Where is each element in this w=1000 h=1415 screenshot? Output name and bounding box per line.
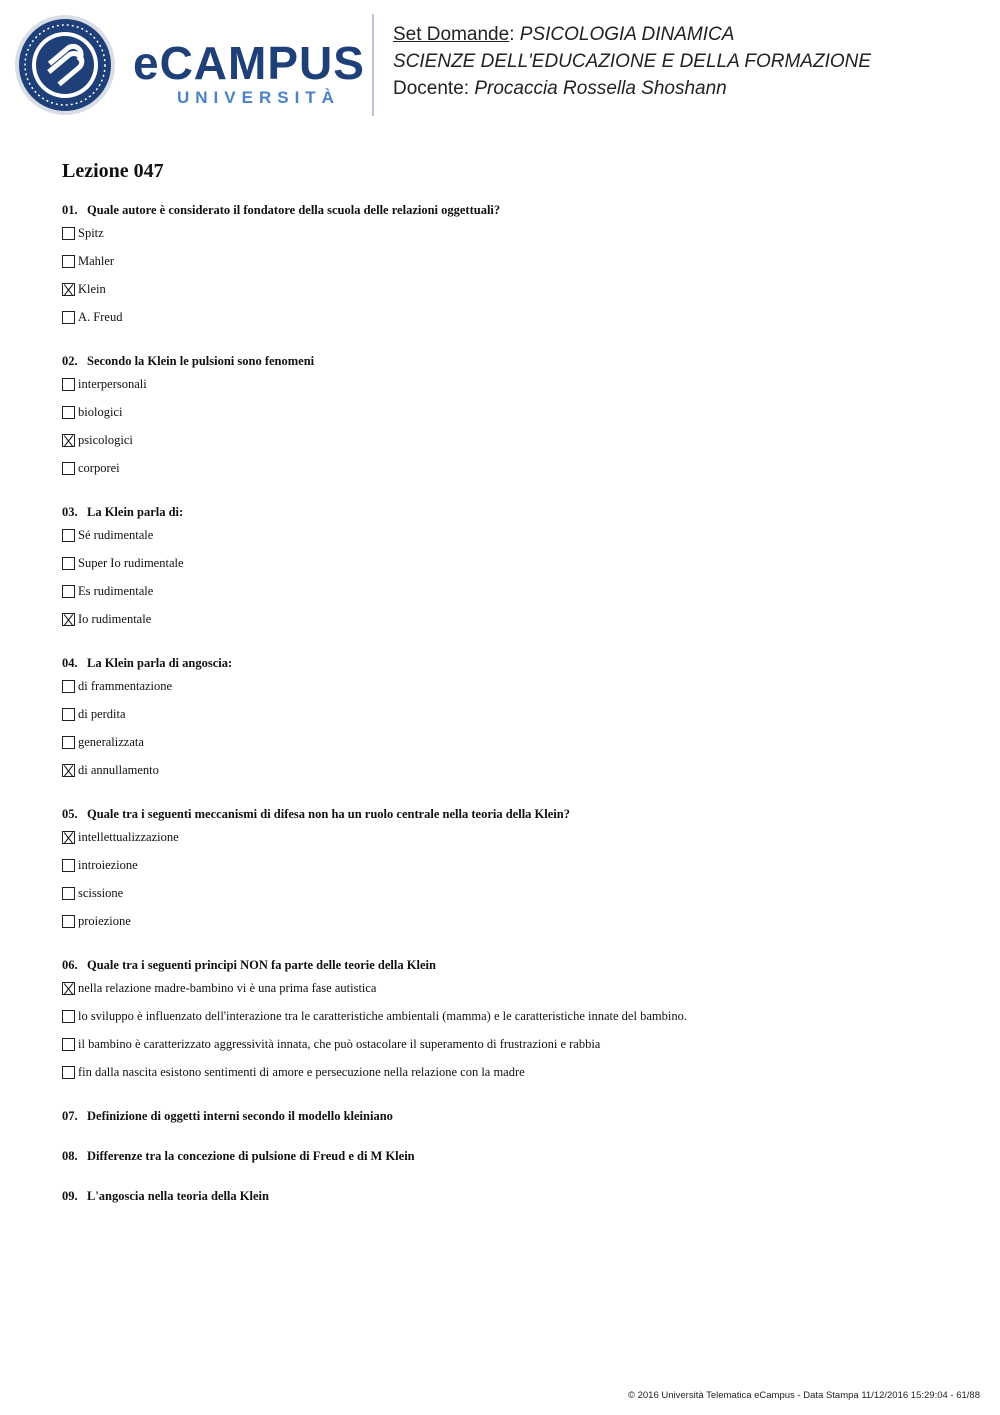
checkbox[interactable] (62, 1010, 75, 1023)
answer-option[interactable] (62, 404, 122, 420)
question-text: La Klein parla di: (87, 505, 184, 519)
checkbox[interactable] (62, 708, 75, 721)
question-2 (62, 354, 314, 369)
option-label: Sé rudimentale (78, 527, 154, 542)
option-label: di annullamento (78, 762, 159, 777)
page-footer: © 2016 Università Telematica eCampus - Data Stampa 11/12/2016 15:29:04 - 61/88 (627, 1390, 980, 1401)
answer-option[interactable] (62, 706, 126, 722)
checkbox[interactable] (62, 859, 75, 872)
question-9 (62, 1189, 269, 1204)
option-label: psicologici (78, 432, 133, 447)
logo-brand-text: eCAMPUS (133, 37, 365, 89)
answer-option[interactable] (62, 432, 133, 448)
option-label: proiezione (78, 913, 131, 928)
checkbox[interactable] (62, 406, 75, 419)
answer-option[interactable] (62, 281, 106, 297)
question-number: 09. (62, 1189, 78, 1203)
teacher-name: Procaccia Rossella Shoshann (474, 78, 727, 99)
checked-checkbox[interactable] (62, 831, 75, 844)
question-number: 05. (62, 807, 78, 821)
checkbox[interactable] (62, 736, 75, 749)
question-text: Quale tra i seguenti principi NON fa parte delle teorie della Klein (87, 958, 436, 972)
question-4 (62, 656, 232, 671)
course-name: PSICOLOGIA DINAMICA (519, 24, 735, 45)
header-teacher-line (393, 78, 727, 100)
checked-checkbox[interactable] (62, 283, 75, 296)
checkbox[interactable] (62, 557, 75, 570)
answer-option[interactable] (62, 555, 184, 571)
question-8 (62, 1149, 415, 1164)
set-label: Set Domande (393, 24, 510, 45)
checked-checkbox[interactable] (62, 613, 75, 626)
question-number: 06. (62, 958, 78, 972)
lesson-title: Lezione 047 (62, 160, 164, 182)
option-label: di frammentazione (78, 678, 173, 693)
faculty-name: SCIENZE DELL'EDUCAZIONE E DELLA FORMAZIONE (393, 51, 872, 72)
question-text: Quale autore è considerato il fondatore della scuola delle relazioni oggettuali? (87, 203, 501, 217)
checkbox[interactable] (62, 255, 75, 268)
option-label: interpersonali (78, 376, 147, 391)
checkbox[interactable] (62, 887, 75, 900)
checkbox[interactable] (62, 311, 75, 324)
document-header (0, 0, 1000, 130)
question-7 (62, 1109, 393, 1124)
question-text: Definizione di oggetti interni secondo il modello kleiniano (87, 1109, 393, 1123)
ecampus-wordmark (133, 38, 363, 110)
option-label: di perdita (78, 706, 126, 721)
checkbox[interactable] (62, 529, 75, 542)
answer-option[interactable] (62, 376, 147, 392)
option-label: generalizzata (78, 734, 144, 749)
question-number: 01. (62, 203, 78, 217)
checked-checkbox[interactable] (62, 764, 75, 777)
question-text: Secondo la Klein le pulsioni sono fenomeni (87, 354, 315, 368)
answer-option[interactable] (62, 980, 376, 996)
option-label: Spitz (78, 225, 104, 240)
header-divider (372, 14, 374, 116)
logo-sub-text: UNIVERSITÀ (177, 88, 340, 107)
checkbox[interactable] (62, 1038, 75, 1051)
answer-option[interactable] (62, 583, 153, 599)
header-course-line (393, 24, 734, 46)
teacher-label: Docente: (393, 78, 470, 99)
question-number: 07. (62, 1109, 78, 1123)
checked-checkbox[interactable] (62, 434, 75, 447)
option-label: nella relazione madre-bambino vi è una prima fase autistica (78, 980, 377, 995)
university-seal-logo (14, 14, 116, 116)
question-text: L'angoscia nella teoria della Klein (87, 1189, 269, 1203)
answer-option[interactable] (62, 829, 179, 845)
answer-option[interactable] (62, 527, 153, 543)
option-label: Io rudimentale (78, 611, 152, 626)
checkbox[interactable] (62, 462, 75, 475)
option-label: intellettualizzazione (78, 829, 179, 844)
option-label: scissione (78, 885, 124, 900)
question-number: 02. (62, 354, 78, 368)
answer-option[interactable] (62, 678, 172, 694)
answer-option[interactable] (62, 1008, 687, 1024)
option-label: Super Io rudimentale (78, 555, 184, 570)
question-6 (62, 958, 436, 973)
checked-checkbox[interactable] (62, 982, 75, 995)
answer-option[interactable] (62, 762, 159, 778)
question-3 (62, 505, 183, 520)
checkbox[interactable] (62, 227, 75, 240)
option-label: corporei (78, 460, 120, 475)
option-label: fin dalla nascita esistono sentimenti di amore e persecuzione nella relazione con la madre (78, 1064, 525, 1079)
answer-option[interactable] (62, 460, 120, 476)
question-text: Differenze tra la concezione di pulsione di Freud e di M Klein (87, 1149, 415, 1163)
option-label: biologici (78, 404, 123, 419)
checkbox[interactable] (62, 680, 75, 693)
set-separator: : (509, 24, 515, 45)
question-5 (62, 807, 570, 822)
option-label: lo sviluppo è influenzato dell'interazione tra le caratteristiche ambientali (mamma) e le caratteristiche innate del bambino. (78, 1008, 687, 1023)
answer-option[interactable] (62, 225, 104, 241)
question-number: 08. (62, 1149, 78, 1163)
answer-option[interactable] (62, 857, 138, 873)
checkbox[interactable] (62, 378, 75, 391)
option-label: introiezione (78, 857, 138, 872)
answer-option[interactable] (62, 913, 131, 929)
option-label: Mahler (78, 253, 115, 268)
option-label: il bambino è caratterizzato aggressività innata, che può ostacolare il superamento di frustrazioni e rabbia (78, 1036, 601, 1051)
answer-option[interactable] (62, 734, 144, 750)
answer-option[interactable] (62, 309, 122, 325)
answer-option[interactable] (62, 253, 114, 269)
option-label: Klein (78, 281, 106, 296)
answer-option[interactable] (62, 885, 123, 901)
checkbox[interactable] (62, 915, 75, 928)
question-number: 03. (62, 505, 78, 519)
question-number: 04. (62, 656, 78, 670)
checkbox[interactable] (62, 1066, 75, 1079)
question-text: Quale tra i seguenti meccanismi di difesa non ha un ruolo centrale nella teoria della Klein? (87, 807, 570, 821)
question-1 (62, 203, 500, 218)
answer-option[interactable] (62, 1036, 600, 1052)
question-text: La Klein parla di angoscia: (87, 656, 233, 670)
checkbox[interactable] (62, 585, 75, 598)
option-label: A. Freud (78, 309, 123, 324)
answer-option[interactable] (62, 1064, 525, 1080)
option-label: Es rudimentale (78, 583, 154, 598)
answer-option[interactable] (62, 611, 151, 627)
